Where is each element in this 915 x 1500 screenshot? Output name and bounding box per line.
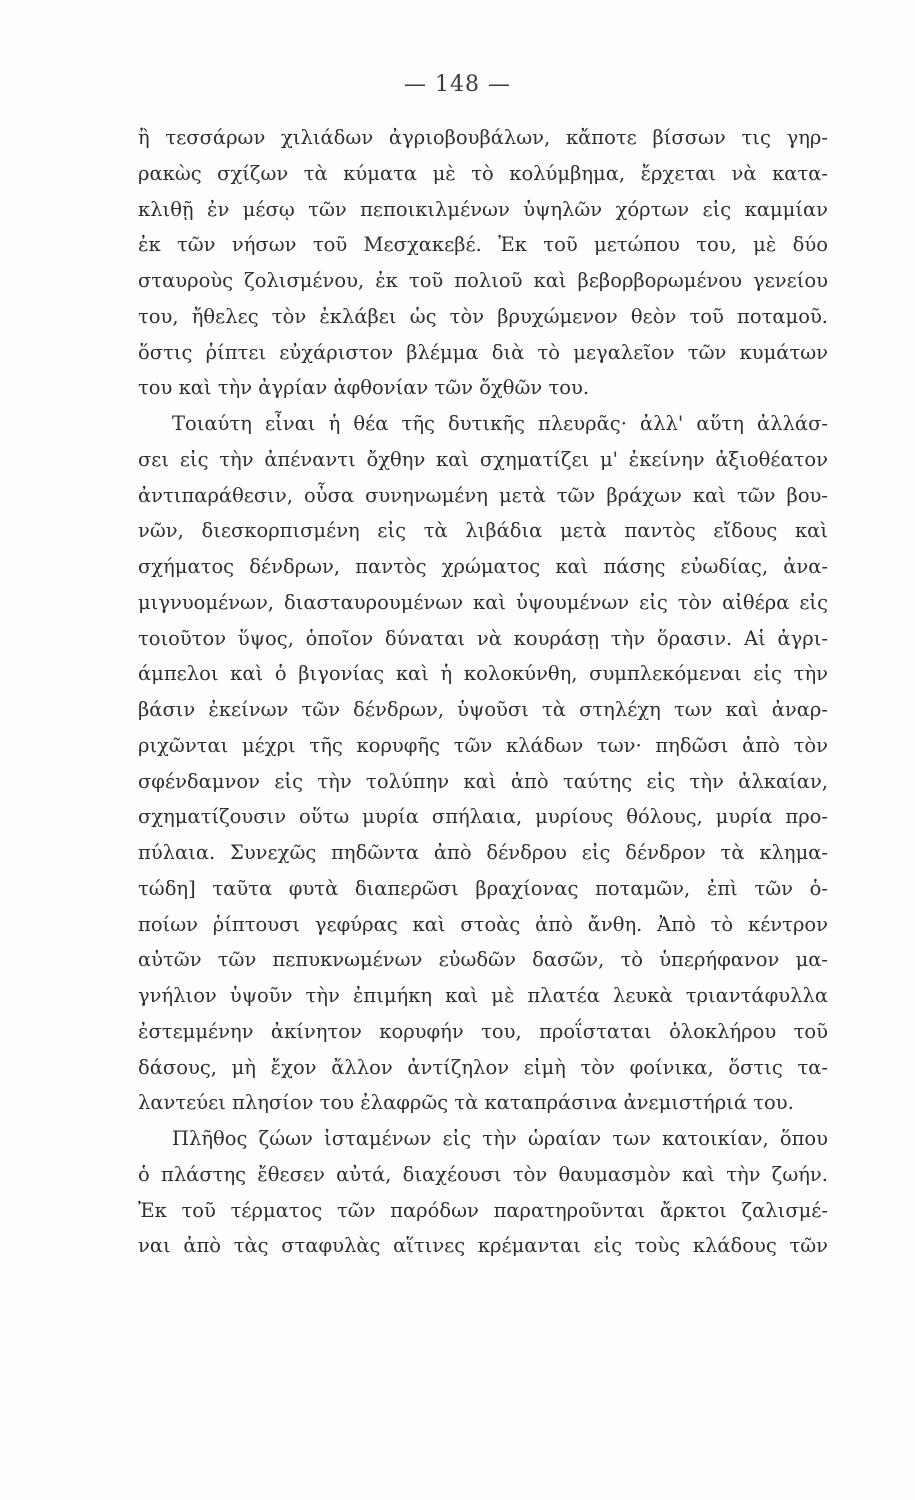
body-text (138, 120, 828, 1264)
text-line: ἢ τεσσάρων χιλιάδων ἀγριοβουβάλων, κἄποτε βίσσων τις γηρ- (138, 126, 828, 149)
text-line: ἐκ τῶν νήσων τοῦ Μεσχακεβέ. Ἐκ τοῦ μετώπου του, μὲ δύο (138, 233, 828, 257)
text-line: Τοιαύτη εἶναι ἡ θέα τῆς δυτικῆς πλευρᾶς· ἀλλ' αὕτη ἀλλάσ- (172, 412, 828, 435)
text-line: ποίων ῥίπτουσι γεφύρας καὶ στοὰς ἀπὸ ἄνθη. Ἀπὸ τὸ κέντρον (138, 912, 828, 936)
text-line: Ἐκ τοῦ τέρματος τῶν παρόδων παρατηροῦνται ἄρκτοι ζαλισμέ- (138, 1198, 828, 1222)
text-line: τοιοῦτον ὕψος, ὁποῖον δύναται νὰ κουράσῃ τὴν ὅρασιν. Αἱ ἀγρι- (138, 626, 828, 650)
text-line: αὐτῶν τῶν πεπυκνωμένων εὐωδῶν δασῶν, τὸ ὑπερήφανον μα- (138, 948, 828, 972)
text-line: τώδη] ταῦτα φυτὰ διαπερῶσι βραχίονας ποταμῶν, ἐπὶ τῶν ὁ- (138, 876, 828, 900)
text-line: γνήλιον ὑψοῦν τὴν ἐπιμήκη καὶ μὲ πλατέα λευκὰ τριαντάφυλλα (138, 984, 828, 1007)
text-line: σφένδαμνον εἰς τὴν τολύπην καὶ ἀπὸ ταύτης εἰς τὴν ἀλκαίαν, (138, 769, 828, 793)
text-line: σει εἰς τὴν ἀπέναντι ὄχθην καὶ σχηματίζει μ' ἐκείνην ἀξιοθέατον (138, 447, 828, 471)
text-line: μιγνυομένων, διασταυρουμένων καὶ ὑψουμένων εἰς τὸν αἰθέρα εἰς (138, 590, 828, 614)
text-line: κλιθῇ ἐν μέσῳ τῶν πεποικιλμένων ὑψηλῶν χόρτων εἰς καμμίαν (138, 197, 828, 221)
text-line: σταυροὺς ζολισμένου, ἐκ τοῦ πολιοῦ καὶ βεβορβορωμένου γενείου (138, 269, 828, 292)
text-line: ὁ πλάστης ἔθεσεν αὐτά, διαχέουσι τὸν θαυμασμὸν καὶ τὴν ζωήν. (138, 1162, 828, 1186)
text-line: ναι ἀπὸ τὰς σταφυλὰς αἵτινες κρέμανται εἰς τοὺς κλάδους τῶν (138, 1234, 828, 1258)
text-line: ἀντιπαράθεσιν, οὖσα συνηνωμένη μετὰ τῶν βράχων καὶ τῶν βου- (138, 483, 828, 507)
page-number: — 148 — (404, 72, 511, 97)
text-line: λαντεύει πλησίον του ἐλαφρῶς τὰ καταπράσινα ἀνεμιστήριά του. (138, 1091, 794, 1115)
text-line: του, ἤθελες τὸν ἐκλάβει ὡς τὸν βρυχώμενον θεὸν τοῦ ποταμοῦ. (138, 304, 828, 328)
text-line: βάσιν ἐκείνων τῶν δένδρων, ὑψοῦσι τὰ στηλέχη των καὶ ἀναρ- (138, 698, 828, 721)
text-line: του καὶ τὴν ἀγρίαν ἀφθονίαν τῶν ὄχθῶν του. (138, 376, 590, 400)
text-line: ὅστις ῥίπτει εὐχάριστον βλέμμα διὰ τὸ μεγαλεῖον τῶν κυμάτων (138, 340, 828, 364)
text-line: Πλῆθος ζώων ἱσταμένων εἰς τὴν ὡραίαν των κατοικίαν, ὅπου (172, 1127, 828, 1150)
text-line: σχήματος δένδρων, παντὸς χρώματος καὶ πάσης εὐωδίας, ἀνα- (138, 555, 828, 578)
text-line: δάσους, μὴ ἔχον ἄλλον ἀντίζηλον εἰμὴ τὸν φοίνικα, ὅστις τα- (138, 1055, 828, 1079)
text-line: άμπελοι καὶ ὁ βιγονίας καὶ ἡ κολοκύνθη, συμπλεκόμεναι εἰς τὴν (138, 662, 828, 686)
text-line: ἐστεμμένην ἀκίνητον κορυφήν του, προΐσταται ὁλοκλήρου τοῦ (138, 1019, 828, 1043)
text-line: σχηματίζουσιν οὕτω μυρία σπήλαια, μυρίους θόλους, μυρία προ- (138, 805, 828, 829)
text-line: ρακὼς σχίζων τὰ κύματα μὲ τὸ κολύμβημα, ἔρχεται νὰ κατα- (138, 161, 828, 185)
text-line: πύλαια. Συνεχῶς πηδῶντα ἀπὸ δένδρου εἰς δένδρον τὰ κλημα- (138, 841, 828, 864)
text-line: ριχῶνται μέχρι τῆς κορυφῆς τῶν κλάδων των· πηδῶσι ἀπὸ τὸν (138, 733, 828, 757)
text-line: νῶν, διεσκορπισμένη εἰς τὰ λιβάδια μετὰ παντὸς εἴδους καὶ (138, 519, 828, 543)
